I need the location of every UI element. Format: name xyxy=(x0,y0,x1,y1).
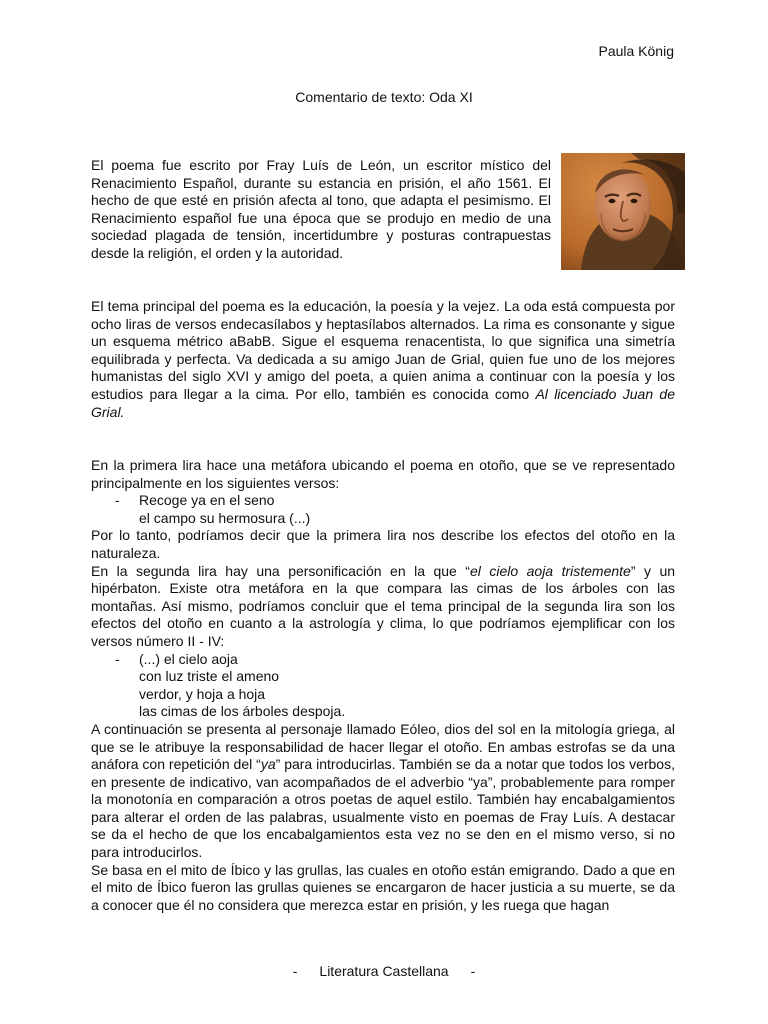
paragraph-analysis: En la primera lira hace una metáfora ubicando el poema en otoño, que se ve representado principalmente en los siguientes versos: - Recoge ya en el seno el campo su hermosura (...) Por lo tanto, podríamos decir que la primera lira nos describe los efectos del otoño en la naturaleza. En la segunda lira hay una personificación en la que “el cielo aoja tristemente” y un hipérbaton. Existe otra metáfora en la que compara las cimas de los árboles con las montañas. Así mismo, podríamos concluir que el tema principal de la segunda lira son los efectos del otoño en cuanto a la astrología y clima, lo que podríamos ejemplificar con los versos número II - IV: - (...) el cielo aoja con luz triste el ameno verdor, y hoja a hoja las cimas de los árboles despoja. A continuación se presenta al personaje llamado Eóleo, dios del sol en la mitología griega, al que se le atribuye la responsabilidad de hacer llegar el otoño. En ambas estrofas se da una anáfora con repetición del “ya” para introducirlas. También se da a notar que todos los verbos, en presente de indicativo, van acompañados de el adverbio “ya”, probablemente para romper la monotonía en comparación a otros poetas de aquel estilo. También hay encabalgamientos para alterar el orden de las palabras, usualmente visto en poemas de Fray Luís. A destacar se da el hecho de que los encabalgamientos esta vez no se den en el mismo verso, si no para introducirlos. Se basa en el mito de Íbico y las grullas, las cuales en otoño están emigrando. Dado a que en el mito de Íbico fueron las grullas quienes se encargaron de hacer justicia a su muerte, se da a conocer que él no considera que merezca estar en prisión, y les ruega que hagan xyxy=(91,457,676,913)
paragraph-intro: El poema fue escrito por Fray Luís de León, un escritor místico del Renacimiento Español, durante su estancia en prisión, el año 1561. El hecho de que esté en prisión afecta al tono, que adapta el pesimismo. El Renacimiento español fue una época que se produjo en medio de una sociedad plagada de tensión, incertidumbre y posturas contrapuestas desde la religión, el orden y la autoridad. xyxy=(91,157,551,261)
portrait-image xyxy=(561,153,685,270)
analysis-after-quote1: Por lo tanto, podríamos decir que la primera lira nos describe los efectos del otoño en la naturaleza. xyxy=(91,527,675,561)
footer-label: Literatura Castellana xyxy=(319,963,449,979)
list-dash: - xyxy=(115,650,120,667)
quote-line: el campo su hermosura (...) xyxy=(139,509,311,526)
quote-line: - (...) el cielo aoja xyxy=(115,650,238,667)
paragraph-myth: Se basa en el mito de Íbico y las grullas, las cuales en otoño están emigrando. Dado a que en el mito de Íbico fueron las grullas quienes se encargaron de hacer justicia a su muerte, se da a conocer que él no considera que merezca estar en prisión, y les ruega que hagan xyxy=(91,861,675,913)
author-name: Paula König xyxy=(598,43,674,59)
quote-line: las cimas de los árboles despoja. xyxy=(139,703,346,720)
footer-dash-right: - xyxy=(470,963,476,979)
quote-line: - Recoge ya en el seno xyxy=(115,492,275,509)
quote-line: verdor, y hoja a hoja xyxy=(139,685,266,702)
portrait-of-fray-luis-de-leon-icon xyxy=(561,153,685,270)
list-dash: - xyxy=(115,492,120,509)
italic-title: Al licenciado Juan de Grial. xyxy=(91,385,675,420)
quote-line: con luz triste el ameno xyxy=(139,668,280,685)
document-title: Comentario de texto: Oda XI xyxy=(295,89,473,105)
paragraph-theme: El tema principal del poema es la educación, la poesía y la vejez. La oda está compuesta por ocho liras de versos endecasílabos y heptasílabos alternados. La rima es consonante y sigue un esquema métrico aBabB. Sigue el esquema renacentista, lo que significa una simetría equilibrada y perfecta. Va dedicada a su amigo Juan de Grial, quien fue uno de los mejores humanistas del siglo XVI y amigo del poeta, a quien anima a continuar con la poesía y los estudios para llegar a la cima. Por ello, también es conocida como Al licenciado Juan de Grial. xyxy=(91,298,675,420)
footer-dash-left: - xyxy=(292,963,298,979)
analysis-intro: En la primera lira hace una metáfora ubicando el poema en otoño, que se ve representado principalmente en los siguientes versos: xyxy=(91,457,675,491)
page-footer xyxy=(0,963,768,981)
